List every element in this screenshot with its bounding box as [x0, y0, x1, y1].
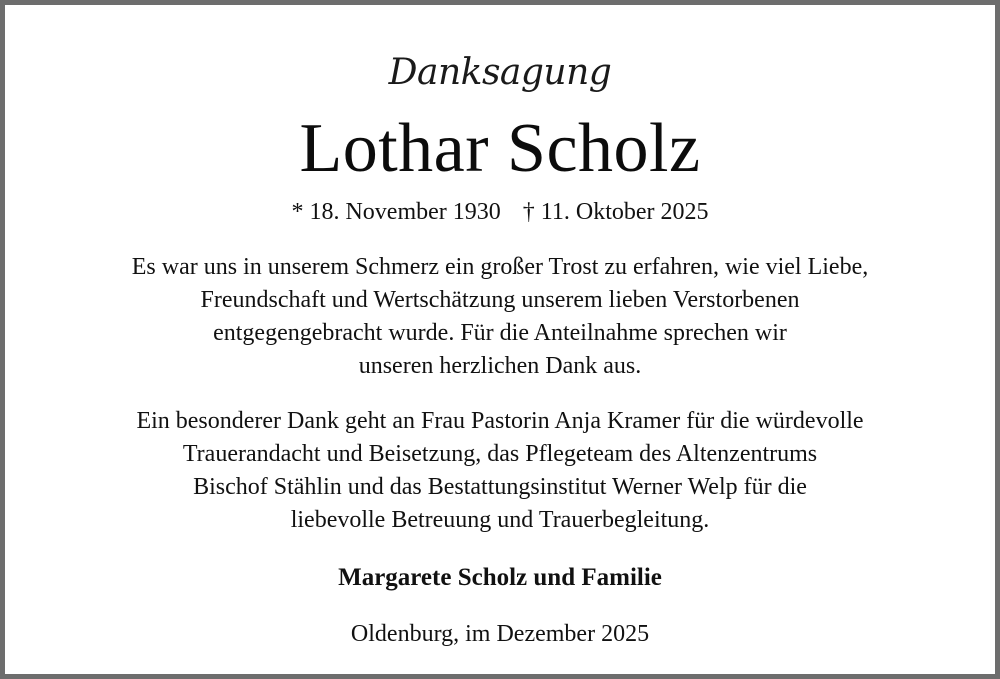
thanks-paragraph [5, 251, 995, 383]
notice-heading: Danksagung [388, 52, 612, 93]
paragraph-line: Es war uns in unserem Schmerz ein großer Trost zu erfahren, wie viel Liebe, [131, 254, 869, 280]
birth-date: * 18. November 1930 [291, 199, 501, 225]
signature: Margarete Scholz und Familie [338, 564, 662, 591]
special-thanks-paragraph [5, 405, 995, 537]
paragraph-line: Trauerandacht und Beisetzung, das Pflegeteam des Altenzentrums [182, 441, 818, 467]
life-dates [5, 197, 995, 227]
deceased-name: Lothar Scholz [299, 110, 701, 187]
paragraph-line: Ein besonderer Dank geht an Frau Pastorin Anja Kramer für die würdevolle [136, 408, 864, 434]
paragraph-line: Bischof Stählin und das Bestattungsinstitut Werner Welp für die [193, 474, 807, 500]
death-date: † 11. Oktober 2025 [522, 199, 709, 225]
paragraph-line: entgegengebracht wurde. Für die Anteilnahme sprechen wir [213, 320, 787, 346]
place-and-date: Oldenburg, im Dezember 2025 [350, 621, 650, 647]
paragraph-line: unseren herzlichen Dank aus. [358, 353, 642, 379]
paragraph-line: Freundschaft und Wertschätzung unserem lieben Verstorbenen [200, 287, 800, 313]
paragraph-line: liebevolle Betreuung und Trauerbegleitung. [290, 507, 710, 533]
